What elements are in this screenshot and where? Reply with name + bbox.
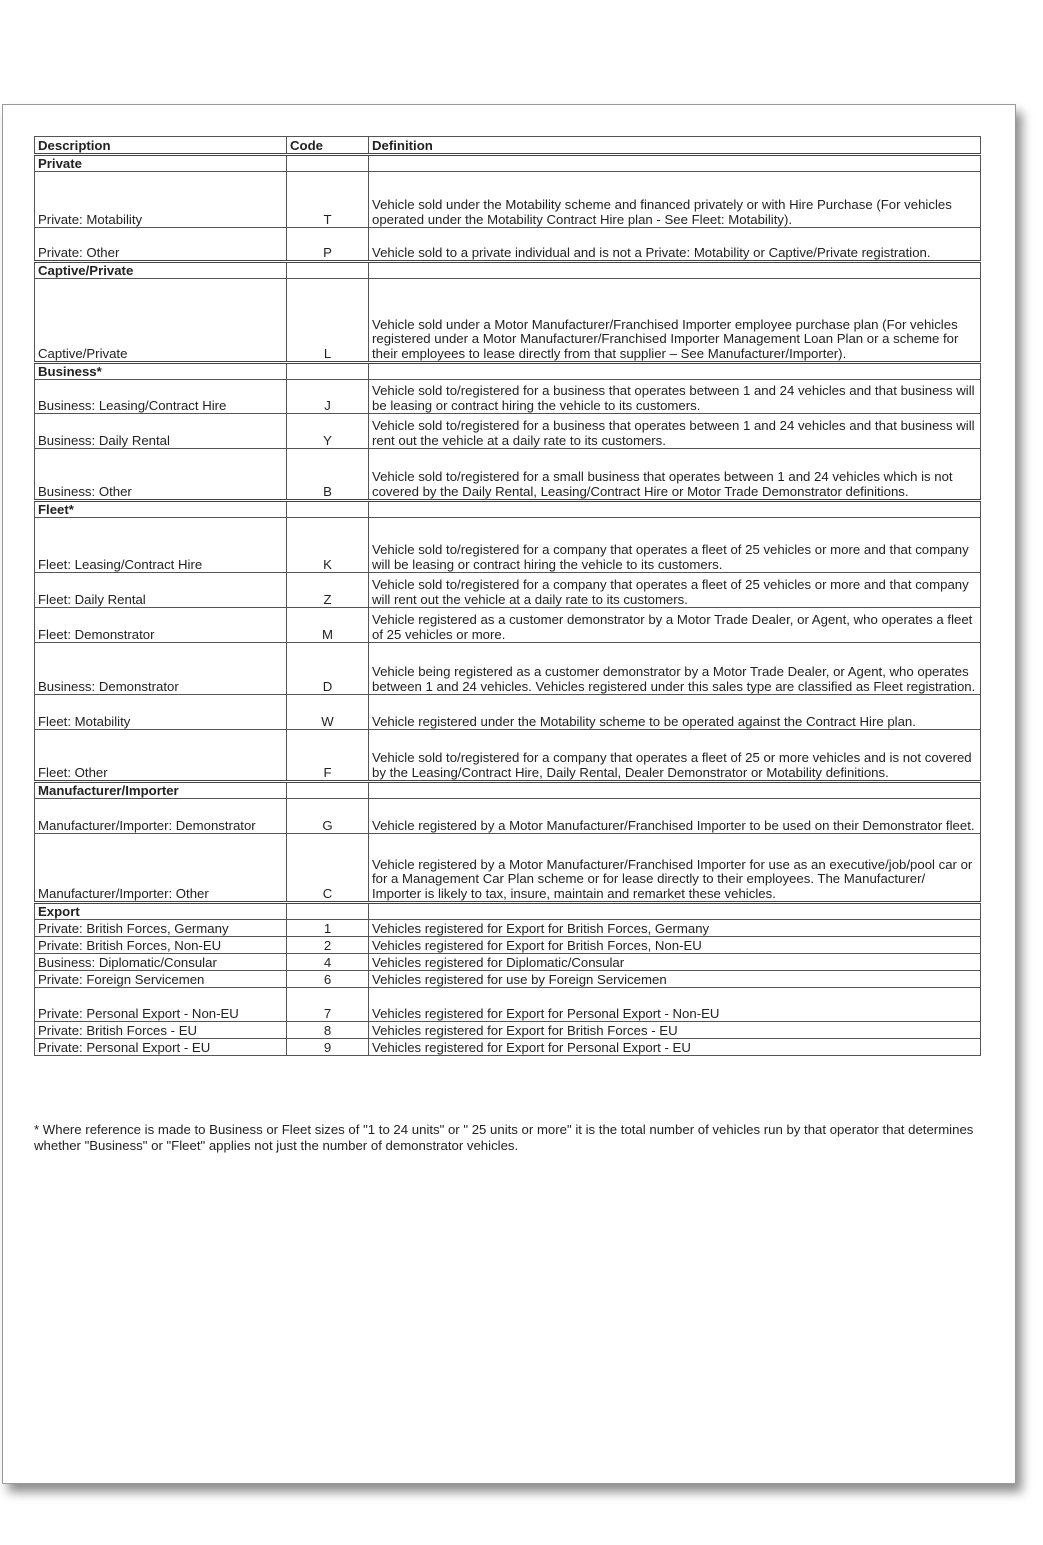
row-code: 1 xyxy=(287,920,369,937)
row-definition: Vehicles registered for Export for British Forces, Germany xyxy=(369,920,981,937)
table-row xyxy=(35,1039,981,1056)
row-description: Fleet: Other xyxy=(35,730,287,782)
row-code: Y xyxy=(287,414,369,449)
table-row xyxy=(35,643,981,695)
row-description: Business: Diplomatic/Consular xyxy=(35,954,287,971)
row-code: D xyxy=(287,643,369,695)
row-definition: Vehicles registered for use by Foreign Servicemen xyxy=(369,971,981,988)
section-row-captive-private xyxy=(35,262,981,279)
row-description: Private: British Forces - EU xyxy=(35,1022,287,1039)
table-row xyxy=(35,730,981,782)
row-description: Business: Demonstrator xyxy=(35,643,287,695)
row-description: Captive/Private xyxy=(35,279,287,363)
row-code: 2 xyxy=(287,937,369,954)
header-description: Description xyxy=(35,137,287,155)
row-definition: Vehicle sold to/registered for a company that operates a fleet of 25 vehicles or more and that company will rent out the vehicle at a daily rate to its customers. xyxy=(369,573,981,608)
row-code: J xyxy=(287,380,369,414)
row-definition: Vehicles registered for Export for Personal Export - EU xyxy=(369,1039,981,1056)
row-description: Fleet: Motability xyxy=(35,695,287,730)
row-description: Manufacturer/Importer: Other xyxy=(35,834,287,903)
row-definition: Vehicles registered for Diplomatic/Consular xyxy=(369,954,981,971)
section-row-business xyxy=(35,363,981,380)
row-code: G xyxy=(287,799,369,834)
row-code: 4 xyxy=(287,954,369,971)
table-row xyxy=(35,954,981,971)
section-row-manufacturer-importer xyxy=(35,782,981,799)
table-row xyxy=(35,380,981,414)
row-description: Manufacturer/Importer: Demonstrator xyxy=(35,799,287,834)
row-code: T xyxy=(287,172,369,228)
footnote: * Where reference is made to Business or Fleet sizes of "1 to 24 units" or " 25 units or more" it is the total number of vehicles run by that operator that determines whether "Business" or "Fleet" applies not just the number of demonstrator vehicles. xyxy=(34,1122,974,1153)
row-definition: Vehicle registered by a Motor Manufacturer/Franchised Importer to be used on their Demonstrator fleet. xyxy=(369,799,981,834)
table-row xyxy=(35,971,981,988)
row-code: P xyxy=(287,228,369,262)
table-row xyxy=(35,1022,981,1039)
table-row xyxy=(35,920,981,937)
header-code: Code xyxy=(287,137,369,155)
table-row xyxy=(35,573,981,608)
row-code: K xyxy=(287,518,369,573)
row-definition: Vehicle registered under the Motability scheme to be operated against the Contract Hire plan. xyxy=(369,695,981,730)
table-row xyxy=(35,228,981,262)
row-definition: Vehicles registered for Export for Personal Export - Non-EU xyxy=(369,988,981,1022)
row-definition: Vehicle sold to/registered for a small business that operates between 1 and 24 vehicles which is not covered by the Daily Rental, Leasing/Contract Hire or Motor Trade Demonstrator definitions. xyxy=(369,449,981,501)
section-title: Export xyxy=(35,903,287,920)
section-row-export xyxy=(35,903,981,920)
row-definition: Vehicle sold to/registered for a business that operates between 1 and 24 vehicles and that business will be leasing or contract hiring the vehicle to its customers. xyxy=(369,380,981,414)
table-row xyxy=(35,834,981,903)
table-row xyxy=(35,988,981,1022)
table-row xyxy=(35,937,981,954)
row-code: 9 xyxy=(287,1039,369,1056)
row-description: Private: Foreign Servicemen xyxy=(35,971,287,988)
row-code: F xyxy=(287,730,369,782)
row-code: L xyxy=(287,279,369,363)
row-description: Fleet: Demonstrator xyxy=(35,608,287,643)
row-definition: Vehicle sold under the Motability scheme and financed privately or with Hire Purchase (For vehicles operated under the Motability Contract Hire plan - See Fleet: Motability). xyxy=(369,172,981,228)
table-row xyxy=(35,414,981,449)
header-definition: Definition xyxy=(369,137,981,155)
table-row xyxy=(35,518,981,573)
table-row xyxy=(35,172,981,228)
row-definition: Vehicles registered for Export for British Forces, Non-EU xyxy=(369,937,981,954)
section-title: Business* xyxy=(35,363,287,380)
row-definition: Vehicle sold under a Motor Manufacturer/Franchised Importer employee purchase plan (For vehicles registered under a Motor Manufacturer/Franchised Importer Management Loan Plan or a scheme for their employees to lease directly from that supplier – See Manufacturer/Importer). xyxy=(369,279,981,363)
table-row xyxy=(35,279,981,363)
row-description: Private: Other xyxy=(35,228,287,262)
table-row xyxy=(35,695,981,730)
table-row xyxy=(35,799,981,834)
row-description: Business: Leasing/Contract Hire xyxy=(35,380,287,414)
row-description: Private: British Forces, Non-EU xyxy=(35,937,287,954)
row-definition: Vehicle registered by a Motor Manufacturer/Franchised Importer for use as an executive/job/pool car or for a Management Car Plan scheme or for lease directly to their employees. The Manufacturer/ Importer is likely to tax, insure, maintain and remarket these vehicles. xyxy=(369,834,981,903)
row-description: Private: Personal Export - Non-EU xyxy=(35,988,287,1022)
table-row xyxy=(35,608,981,643)
row-definition: Vehicles registered for Export for British Forces - EU xyxy=(369,1022,981,1039)
row-definition: Vehicle sold to a private individual and is not a Private: Motability or Captive/Private registration. xyxy=(369,228,981,262)
row-description: Private: Personal Export - EU xyxy=(35,1039,287,1056)
row-code: M xyxy=(287,608,369,643)
section-title: Private xyxy=(35,155,287,172)
row-definition: Vehicle sold to/registered for a business that operates between 1 and 24 vehicles and that business will rent out the vehicle at a daily rate to its customers. xyxy=(369,414,981,449)
row-description: Business: Daily Rental xyxy=(35,414,287,449)
row-description: Private: British Forces, Germany xyxy=(35,920,287,937)
section-title: Manufacturer/Importer xyxy=(35,782,287,799)
row-definition: Vehicle being registered as a customer demonstrator by a Motor Trade Dealer, or Agent, who operates between 1 and 24 vehicles. Vehicles registered under this sales type are classified as Fleet registration. xyxy=(369,643,981,695)
row-code: Z xyxy=(287,573,369,608)
document-page xyxy=(2,104,1016,1484)
sales-type-table xyxy=(34,136,981,1056)
row-definition: Vehicle registered as a customer demonstrator by a Motor Trade Dealer, or Agent, who operates a fleet of 25 vehicles or more. xyxy=(369,608,981,643)
row-description: Fleet: Leasing/Contract Hire xyxy=(35,518,287,573)
row-description: Private: Motability xyxy=(35,172,287,228)
section-row-private xyxy=(35,155,981,172)
row-code: 8 xyxy=(287,1022,369,1039)
row-description: Business: Other xyxy=(35,449,287,501)
table-header-row xyxy=(35,137,981,155)
row-definition: Vehicle sold to/registered for a company that operates a fleet of 25 vehicles or more and that company will be leasing or contract hiring the vehicle to its customers. xyxy=(369,518,981,573)
section-title: Captive/Private xyxy=(35,262,287,279)
table-row xyxy=(35,449,981,501)
row-code: C xyxy=(287,834,369,903)
section-row-fleet xyxy=(35,501,981,518)
row-description: Fleet: Daily Rental xyxy=(35,573,287,608)
row-code: 7 xyxy=(287,988,369,1022)
row-code: 6 xyxy=(287,971,369,988)
row-code: B xyxy=(287,449,369,501)
row-definition: Vehicle sold to/registered for a company that operates a fleet of 25 or more vehicles and is not covered by the Leasing/Contract Hire, Daily Rental, Dealer Demonstrator or Motability definitions. xyxy=(369,730,981,782)
section-title: Fleet* xyxy=(35,501,287,518)
row-code: W xyxy=(287,695,369,730)
